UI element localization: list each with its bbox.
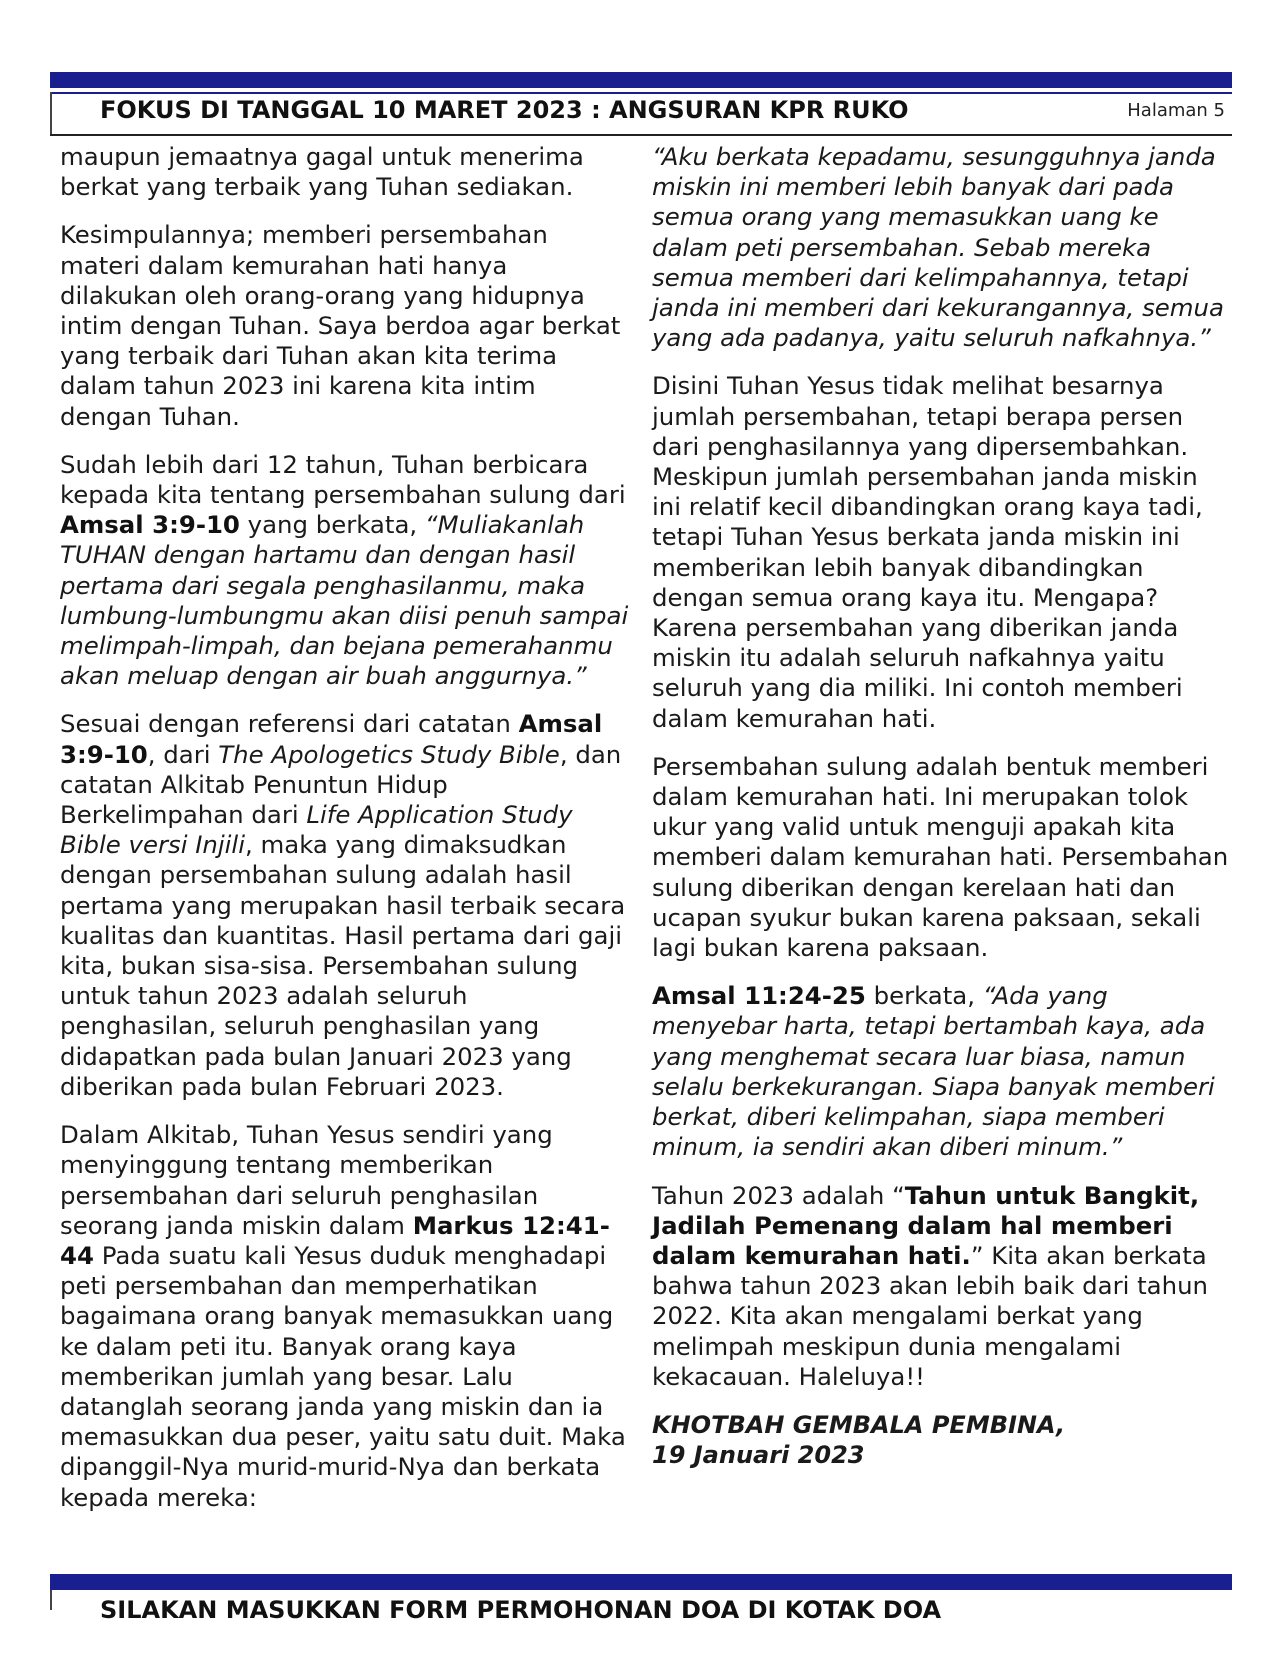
- paragraph: [60, 142, 630, 202]
- paragraph-text: Sudah lebih dari 12 tahun, Tuhan berbicara kepada kita tentang persembahan sulung dari: [60, 449, 626, 510]
- right-column: [652, 142, 1232, 1470]
- sermon-signature: [652, 1410, 1232, 1470]
- paragraph-text: Sesuai dengan referensi dari catatan: [60, 709, 519, 739]
- paragraph: [652, 142, 1232, 353]
- verse-reference: Markus 12:41-44: [60, 1210, 610, 1270]
- footer-notice: SILAKAN MASUKKAN FORM PERMOHONAN DOA DI KOTAK DOA: [100, 1596, 942, 1624]
- paragraph-text: Tahun 2023 adalah “: [652, 1180, 905, 1210]
- verse-reference: Amsal 3:9-10: [60, 510, 240, 540]
- verse-quote: “Ada yang menyebar harta, tetapi bertambah kaya, ada yang menghemat secara luar biasa, namun selalu berkekurangan. Siapa banyak memberi berkat, diberi kelimpahan, siapa memberi minum, ia sendiri akan diberi minum.”: [652, 981, 1215, 1162]
- paragraph-text: , dari: [147, 739, 219, 769]
- paragraph-text: Pada suatu kali Yesus duduk menghadapi peti persembahan dan memperhatikan bagaimana orang banyak memasukkan uang ke dalam peti itu. Banyak orang kaya memberikan jumlah yang besar. Lalu datanglah seorang janda yang miskin dan ia memasukkan dua peser, yaitu satu duit. Maka dipanggil-Nya murid-murid-Nya dan berkata kepada mereka:: [60, 1240, 626, 1512]
- footer-accent-bar: [50, 1574, 1232, 1590]
- footer-left-rule: [50, 1590, 52, 1610]
- header-divider: [50, 134, 1232, 136]
- page-number: Halaman 5: [1127, 100, 1225, 121]
- paragraph: [652, 981, 1232, 1162]
- paragraph-text: Dalam Alkitab, Tuhan Yesus sendiri yang menyinggung tentang memberikan persembahan dari seluruh penghasilan seorang janda miskin dalam: [60, 1120, 553, 1240]
- verse-reference: Amsal 11:24-25: [652, 981, 866, 1011]
- paragraph: [652, 371, 1232, 733]
- paragraph-text: Disini Tuhan Yesus tidak melihat besarnya jumlah persembahan, tetapi berapa persen dari penghasilannya yang dipersembahkan. Meskipun jumlah persembahan janda miskin ini relatif kecil dibandingkan orang kaya tadi, tetapi Tuhan Yesus berkata janda miskin ini memberikan lebih banyak dibandingkan dengan semua orang kaya itu. Mengapa? Karena persembahan yang diberikan janda miskin itu adalah seluruh nafkahnya yaitu seluruh yang dia miliki. Ini contoh memberi dalam kemurahan hati.: [652, 371, 1203, 733]
- paragraph-text: maupun jemaatnya gagal untuk menerima berkat yang terbaik yang Tuhan sediakan.: [60, 142, 584, 202]
- paragraph-text: yang berkata,: [239, 510, 425, 540]
- paragraph-text: Persembahan sulung adalah bentuk memberi dalam kemurahan hati. Ini merupakan tolok ukur yang valid untuk menguji apakah kita memberi dalam kemurahan hati. Persembahan sulung diberikan dengan kerelaan hati dan ucapan syukur bukan karena paksaan, sekali lagi bukan karena paksaan.: [652, 751, 1229, 963]
- verse-quote: “Muliakanlah TUHAN dengan hartamu dan dengan hasil pertama dari segala penghasilanmu, maka lumbung-lumbungmu akan diisi penuh sampai melimpah-limpah, dan bejana pemerahanmu akan meluap dengan air buah anggurnya.”: [60, 510, 629, 691]
- page-header-title: FOKUS DI TANGGAL 10 MARET 2023 : ANGSURAN KPR RUKO: [100, 96, 909, 124]
- paragraph: [60, 220, 630, 431]
- signature-date: 19 Januari 2023: [652, 1440, 865, 1469]
- paragraph: [60, 709, 630, 1102]
- paragraph: [60, 450, 630, 692]
- theme-statement: Tahun untuk Bangkit, Jadilah Pemenang dalam hal memberi dalam kemurahan hati.: [652, 1180, 1200, 1270]
- signature-line: KHOTBAH GEMBALA PEMBINA,: [652, 1410, 1066, 1439]
- header-accent-bar: [50, 72, 1232, 88]
- paragraph-text: Kesimpulannya; memberi persembahan materi dalam kemurahan hati hanya dilakukan oleh orang-orang yang hidupnya intim dengan Tuhan. Saya berdoa agar berkat yang terbaik dari Tuhan akan kita terima dalam tahun 2023 ini karena kita intim dengan Tuhan.: [60, 220, 621, 431]
- left-column: [60, 142, 630, 1531]
- book-title: The Apologetics Study Bible: [218, 739, 560, 769]
- verse-quote: “Aku berkata kepadamu, sesungguhnya janda miskin ini memberi lebih banyak dari pada semua orang yang memasukkan uang ke dalam peti persembahan. Sebab mereka semua memberi dari kelimpahannya, tetapi janda ini memberi dari kekurangannya, semua yang ada padanya, yaitu seluruh nafkahnya.”: [652, 142, 1224, 353]
- book-title: Life Application Study Bible versi Injili: [60, 800, 573, 860]
- paragraph-text: , maka yang dimaksudkan dengan persembahan sulung adalah hasil pertama yang merupakan hasil terbaik secara kualitas dan kuantitas. Hasil pertama dari gaji kita, bukan sisa-sisa. Persembahan sulung untuk tahun 2023 adalah seluruh penghasilan, seluruh penghasilan yang didapatkan pada bulan Januari 2023 yang diberikan pada bulan Februari 2023.: [60, 830, 626, 1101]
- header-left-rule: [50, 92, 52, 136]
- paragraph: [652, 1181, 1232, 1392]
- header-thin-line: [50, 92, 1232, 94]
- paragraph-text: berkata,: [865, 981, 983, 1011]
- paragraph: [652, 752, 1232, 963]
- paragraph-text: , dan catatan Alkitab Penuntun Hidup Berkelimpahan dari: [60, 739, 622, 830]
- paragraph-text: ” Kita akan berkata bahwa tahun 2023 akan lebih baik dari tahun 2022. Kita akan mengalami berkat yang melimpah meskipun dunia mengalami kekacauan. Haleluya!!: [652, 1240, 1209, 1391]
- paragraph: [60, 1120, 630, 1513]
- verse-reference: Amsal 3:9-10: [60, 709, 603, 769]
